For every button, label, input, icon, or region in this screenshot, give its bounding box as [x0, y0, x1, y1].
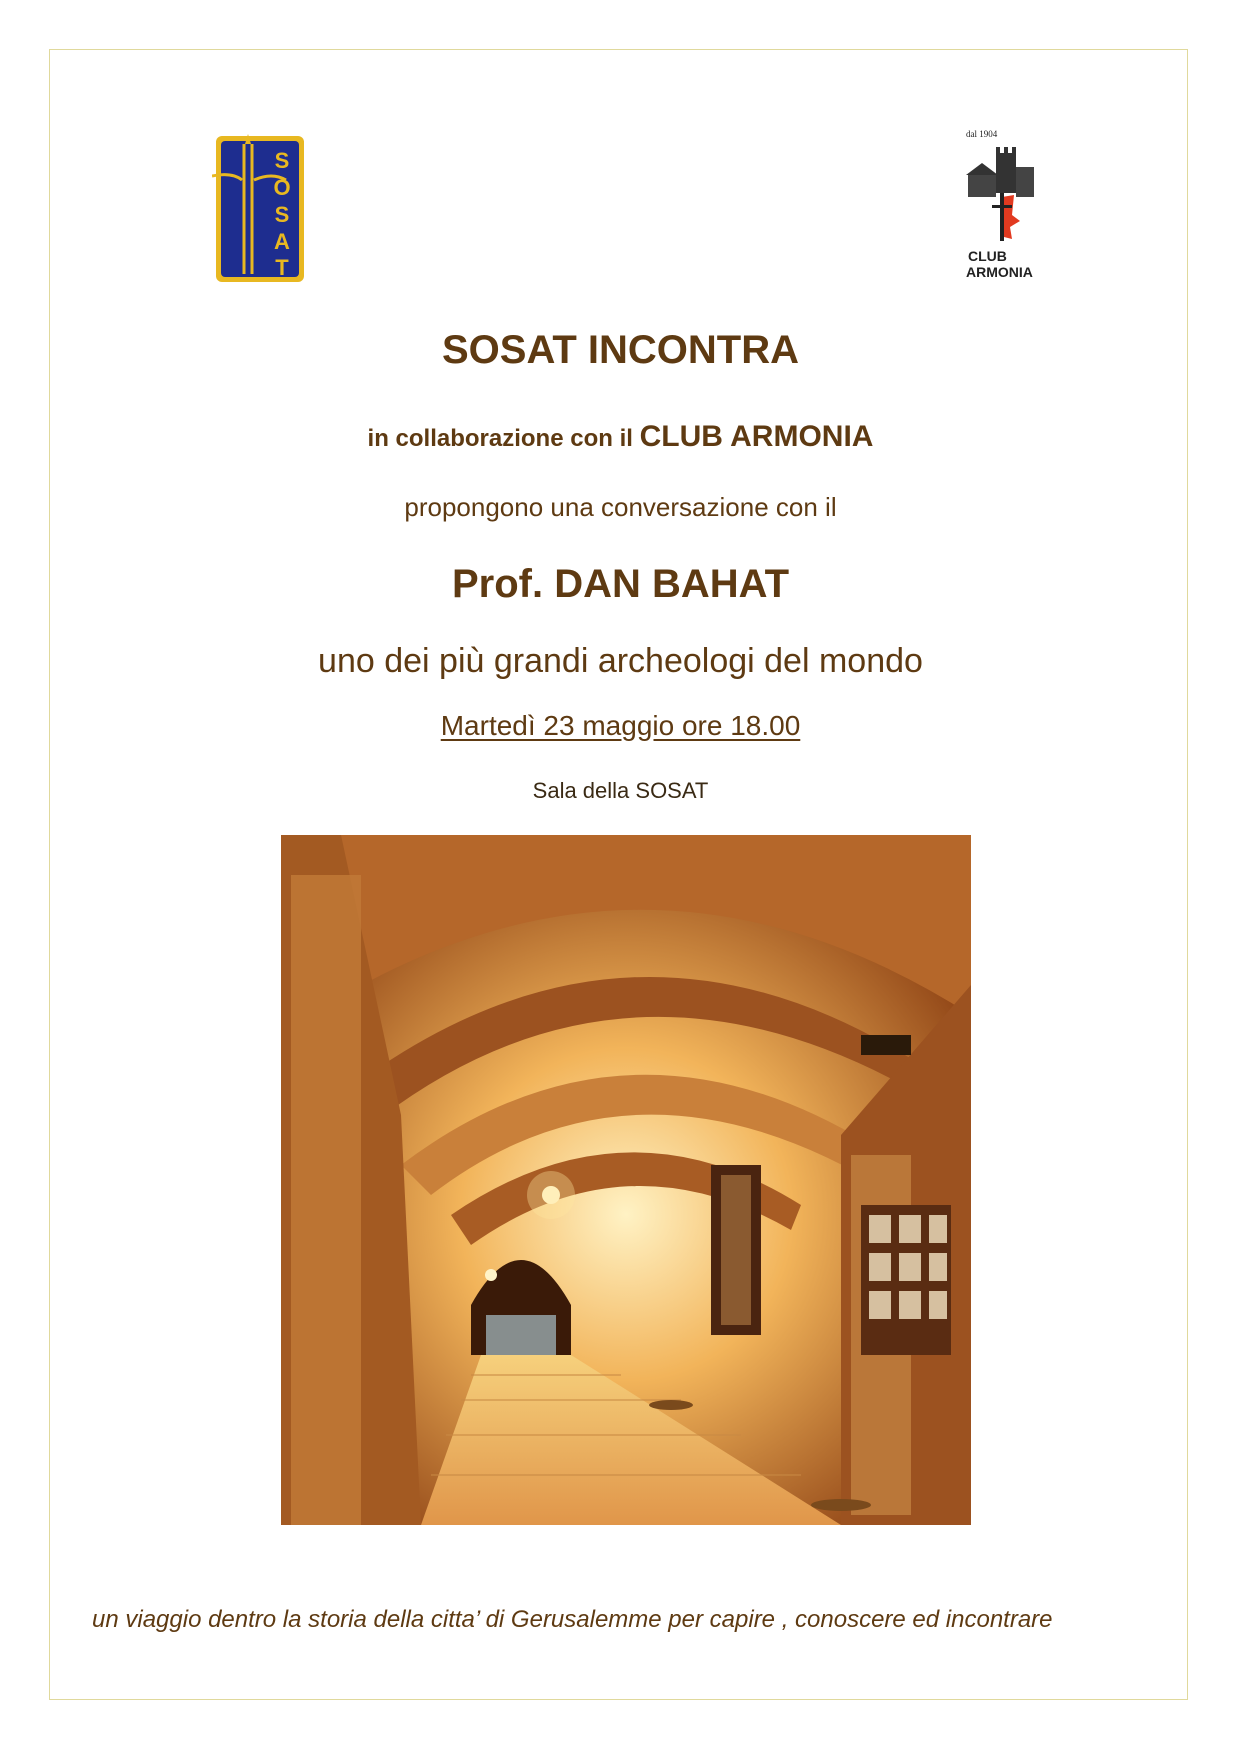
footer-tagline: un viaggio dentro la storia della citta’ di Gerusalemme per capire , conoscere ed incontrare	[92, 1606, 1053, 1633]
svg-text:ARMONIA: ARMONIA	[966, 264, 1033, 280]
sosat-logo	[212, 134, 308, 284]
svg-text:A: A	[274, 229, 290, 254]
svg-text:CLUB: CLUB	[968, 248, 1007, 264]
speaker-name: Prof. DAN BAHAT	[451, 562, 789, 606]
svg-text:T: T	[275, 255, 289, 280]
svg-text:S: S	[274, 202, 290, 227]
svg-text:dal 1904: dal 1904	[966, 129, 998, 139]
club-armonia-logo	[962, 127, 1042, 285]
collaboration-line	[0, 420, 1241, 454]
svg-text:O: O	[273, 175, 291, 200]
event-title: SOSAT INCONTRA	[441, 328, 800, 372]
event-date: Martedì 23 maggio ore 18.00	[440, 710, 801, 741]
svg-text:S: S	[274, 148, 290, 173]
jerusalem-alley-photo	[281, 835, 971, 1525]
collaboration-prefix: in collaborazione con il	[367, 425, 640, 452]
partner-name: CLUB ARMONIA	[639, 420, 874, 453]
speaker-description: uno dei più grandi archeologi del mondo	[318, 642, 923, 680]
event-venue: Sala della SOSAT	[532, 778, 709, 803]
intro-line: propongono una conversazione con il	[404, 492, 837, 522]
